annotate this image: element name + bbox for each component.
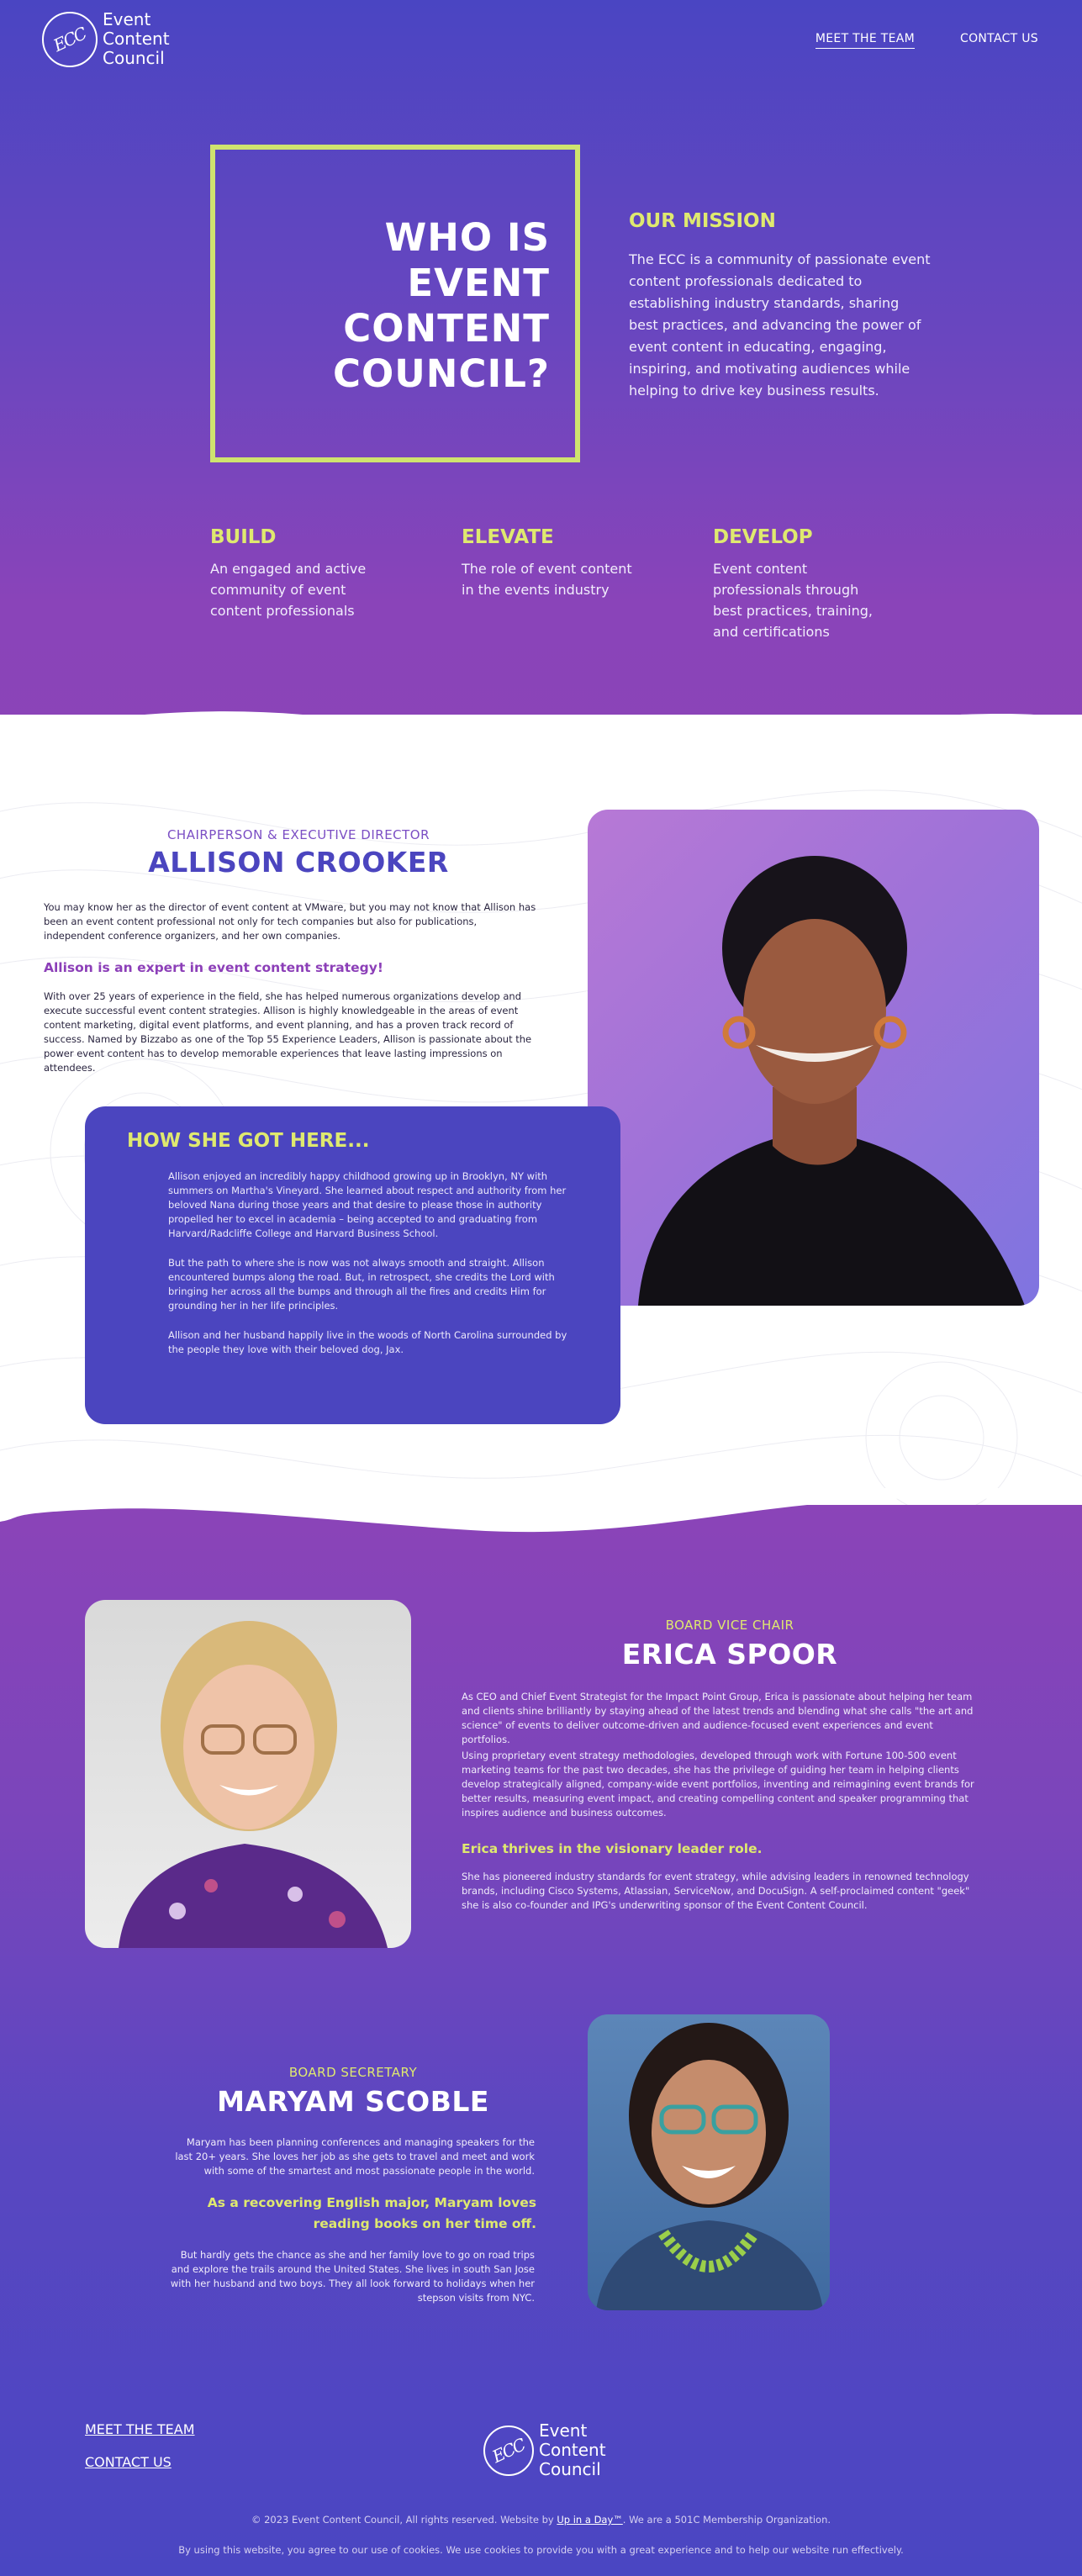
website-credit-link[interactable]: Up in a Day™	[557, 2514, 623, 2526]
how-she-got-here-card	[85, 1106, 620, 1424]
ecc-logo-icon: ECC	[42, 12, 98, 67]
logo-word-3: Council	[539, 2459, 601, 2479]
erica-heading-block	[461, 1618, 999, 1671]
logo-word-2: Content	[539, 2440, 606, 2460]
allison-highlight: Allison is an expert in event content strategy!	[44, 960, 383, 975]
erica-role: BOARD VICE CHAIR	[665, 1618, 794, 1633]
mission-text: The ECC is a community of passionate event content professionals dedicated to establishing industry standards, sharing best practices, and advancing the power of event content in educating, engaging, inspiring, and motivating audiences while helping to drive key business results.	[629, 251, 931, 399]
allison-role: CHAIRPERSON & EXECUTIVE DIRECTOR	[166, 827, 430, 842]
top-nav	[0, 0, 1082, 76]
how-heading: HOW SHE GOT HERE...	[127, 1130, 370, 1152]
footer-meet-the-team[interactable]: MEET THE TEAM	[85, 2421, 195, 2437]
how-paragraph-3: Allison and her husband happily live in the woods of North Carolina surrounded by the people they love with their beloved dog, Jax.	[168, 1329, 567, 1355]
footer-contact-us[interactable]: CONTACT US	[85, 2454, 172, 2470]
erica-photo	[85, 1600, 411, 1948]
mission-heading: OUR MISSION	[629, 210, 776, 232]
erica-name: ERICA SPOOR	[621, 1638, 838, 1671]
pillar-build	[210, 526, 395, 621]
logo-word-1: Event	[539, 2420, 588, 2441]
how-paragraph-1: Allison enjoyed an incredibly happy childhood growing up in Brooklyn, NY with summers on Martha's Vineyard. She learned about respect and authority from her beloved Nana during those years and that desire to please those in authority propelled her to excel in academia – being accepted to and graduating from Harvard/Radcliffe College and Harvard Business School.	[168, 1170, 567, 1239]
maryam-heading-block	[160, 2065, 546, 2118]
allison-photo	[588, 810, 1039, 1306]
board-wave-divider	[0, 1488, 1082, 1547]
copyright-line: © 2023 Event Content Council, All rights reserved. Website by Up in a Day™. We are a 501C Membership Organization.	[251, 2514, 831, 2526]
portrait-image	[588, 810, 1039, 1306]
logo-word-1: Event	[103, 9, 151, 29]
erica-paragraph-1: As CEO and Chief Event Strategist for the Impact Point Group, Erica is passionate about helping her team and clients shine brilliantly by staying ahead of the latest trends and blending what she calls "the art and science" of events to deliver outcome-driven and audience-focused event experiences and event portfolios.	[462, 1691, 974, 1745]
nav-links	[815, 32, 1038, 49]
portrait-image	[588, 2014, 830, 2310]
allison-bio: With over 25 years of experience in the field, she has helped numerous organizations develop and execute successful event content strategies. Allison is highly knowledgeable in the areas of event content marketing, digital event platforms, and event planning, and has a proven track record of success. Named by Bizzabo as one of the Top 55 Experience Leaders, Allison is passionate about the power event content has to develop memorable experiences that leave lasting impressions on attendees.	[44, 990, 532, 1074]
erica-paragraph-2: Using proprietary event strategy methodologies, developed through work with Fortune 100-500 event marketing teams for the past two decades, she has the privilege of guiding her team in helping clients develop strategically aligned, company-wide event portfolios, inventing and reimagining event brands for better results, measuring event impact, and creating compelling content and speaker programming that inspires audience and business outcomes.	[462, 1750, 974, 1819]
allison-heading-block	[42, 827, 555, 879]
ecc-logo-icon: ECC	[483, 2426, 534, 2476]
how-paragraph-2: But the path to where she is now was not always smooth and straight. Allison encountered bumps along the road. But, in retrospect, she credits the Lord with bringing her across all the bumps and through all the fires and credits Him for grounding her in her life principles.	[168, 1257, 555, 1312]
site-logo[interactable]	[42, 10, 170, 68]
erica-highlight: Erica thrives in the visionary leader role.	[462, 1841, 763, 1856]
nav-contact-us[interactable]: CONTACT US	[960, 32, 1038, 45]
maryam-photo	[588, 2014, 830, 2310]
hero-title-frame	[210, 145, 580, 462]
maryam-paragraph-1: Maryam has been planning conferences and managing speakers for the last 20+ years. She loves her job as she gets to travel and meet and work with some of the smartest and most passionate people in the world.	[175, 2136, 535, 2177]
pillar-text: Event content professionals through best practices, training, and certifications	[713, 561, 873, 640]
pillar-develop	[713, 526, 873, 642]
cookie-notice: By using this website, you agree to our use of cookies. We use cookies to provide you with a great experience and to help our website run effectively.	[178, 2544, 904, 2556]
allison-intro: You may know her as the director of event content at VMware, but you may not know that Allison has been an event content professional not only for tech companies but also for publications, independent conference organizers, and her own companies.	[44, 901, 536, 942]
maryam-paragraph-2: But hardly gets the chance as she and her family love to go on road trips and explore the trails around the United States. She lives in south San Jose with her husband and two boys. They all look forward to holidays when her stepson visits from NYC.	[170, 2249, 535, 2304]
pillar-text: The role of event content in the events industry	[462, 561, 632, 598]
footer-logo[interactable]	[483, 2421, 606, 2479]
pillar-heading: ELEVATE	[462, 526, 554, 548]
pillar-elevate	[462, 526, 647, 600]
pillar-heading: BUILD	[210, 526, 277, 548]
erica-paragraph-3: She has pioneered industry standards for event strategy, while advising leaders in renowned technology brands, including Cisco Systems, Atlassian, ServiceNow, and DocuSign. A self-proclaimed content "geek" she is also co-founder and IPG's underwriting sponsor of the Event Content Council.	[462, 1871, 970, 1911]
nav-meet-the-team[interactable]: MEET THE TEAM	[815, 32, 915, 49]
footer-links	[85, 2421, 195, 2487]
maryam-highlight: As a recovering English major, Maryam loves reading books on her time off.	[207, 2195, 536, 2231]
hero-title: WHO IS EVENT CONTENT COUNCIL?	[332, 215, 550, 396]
pillar-heading: DEVELOP	[713, 526, 813, 548]
logo-word-3: Council	[103, 48, 165, 68]
maryam-role: BOARD SECRETARY	[288, 2065, 418, 2080]
maryam-name: MARYAM SCOBLE	[217, 2085, 489, 2118]
pillar-text: An engaged and active community of event content professionals	[210, 561, 367, 619]
hero-section	[0, 0, 1082, 757]
hero-wave-divider	[0, 698, 1082, 765]
portrait-image	[85, 1600, 411, 1948]
logo-word-2: Content	[103, 29, 170, 49]
allison-name: ALLISON CROOKER	[148, 846, 449, 879]
